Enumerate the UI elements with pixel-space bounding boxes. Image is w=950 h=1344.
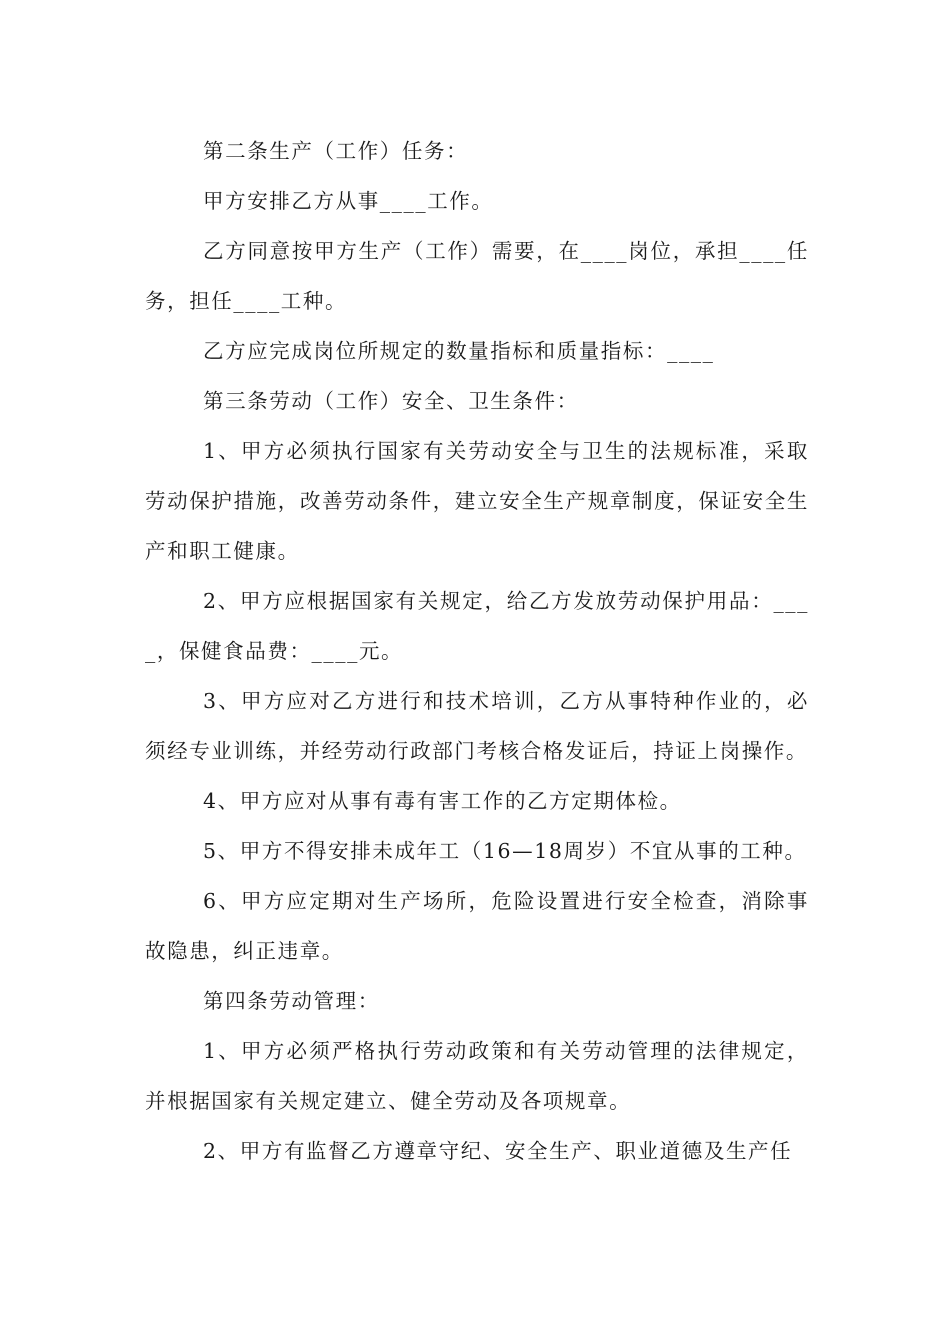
list-item: 2、甲方有监督乙方遵章守纪、安全生产、职业道德及生产任 xyxy=(203,1139,793,1163)
article-3-heading: 第三条劳动（工作）安全、卫生条件： xyxy=(203,389,579,413)
document-body xyxy=(145,126,809,1176)
list-item: 1、甲方必须严格执行劳动政策和有关劳动管理的法律规定，并根据国家有关规定建立、健全劳动及各项规章。 xyxy=(145,1039,809,1113)
list-item: 6、甲方应定期对生产场所，危险设置进行安全检查，消除事故隐患，纠正违章。 xyxy=(145,889,809,963)
article-4-heading: 第四条劳动管理： xyxy=(203,989,380,1013)
list-item: 4、甲方应对从事有毒有害工作的乙方定期体检。 xyxy=(203,789,682,813)
article-2-heading: 第二条生产（工作）任务： xyxy=(203,139,469,163)
list-item: 3、甲方应对乙方进行和技术培训，乙方从事特种作业的，必须经专业训练，并经劳动行政部门考核合格发证后，持证上岗操作。 xyxy=(145,689,809,763)
list-item: 2、甲方应根据国家有关规定，给乙方发放劳动保护用品：____，保健食品费：____元。 xyxy=(145,589,809,663)
list-item: 1、甲方必须执行国家有关劳动安全与卫生的法规标准，采取劳动保护措施，改善劳动条件，建立安全生产规章制度，保证安全生产和职工健康。 xyxy=(145,439,809,563)
paragraph: 乙方同意按甲方生产（工作）需要，在____岗位，承担____任务，担任____工种。 xyxy=(145,239,809,313)
list-item: 5、甲方不得安排未成年工（16—18周岁）不宜从事的工种。 xyxy=(203,839,807,863)
paragraph: 乙方应完成岗位所规定的数量指标和质量指标：____ xyxy=(203,339,715,363)
paragraph: 甲方安排乙方从事____工作。 xyxy=(203,189,494,213)
